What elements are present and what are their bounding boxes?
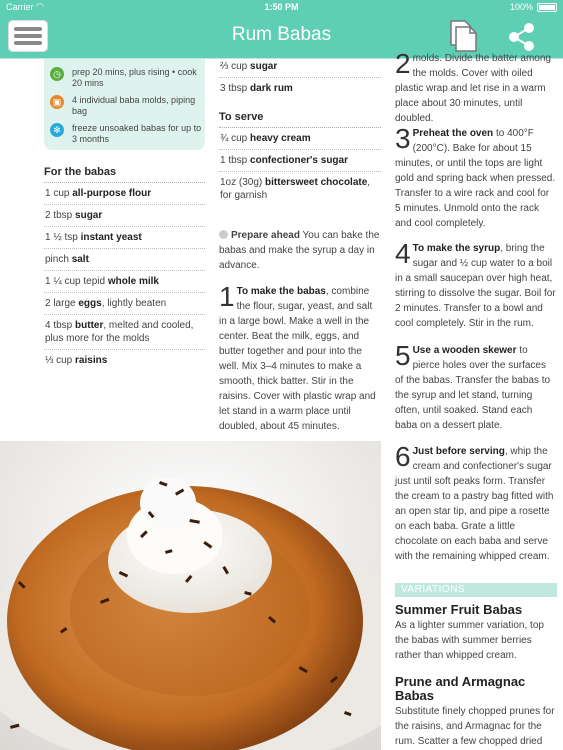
step-lead: Preheat the oven	[412, 128, 494, 139]
copy-button[interactable]	[445, 18, 479, 54]
babas-ingredients	[44, 166, 205, 371]
info-freeze-text: freeze unsoaked babas for up to 3 months	[72, 123, 202, 144]
carrier-label: Carrier	[6, 2, 34, 12]
battery-label: 100%	[509, 2, 533, 12]
step-lead: To make the syrup	[412, 243, 501, 254]
step-number: 6	[395, 441, 411, 472]
info-time-text: prep 20 mins, plus rising • cook 20 mins	[72, 67, 197, 88]
step-text: to pierce holes over the surfaces of the babas. Transfer the babas to the syrup and let stand, turning often, until soaked. Stand each baba on a dessert plate.	[395, 345, 551, 431]
step-4	[395, 238, 557, 331]
clock-label: 1:50 PM	[264, 2, 299, 12]
ingredient-item: 3 tbsp dark rum	[220, 83, 293, 94]
step-lead: Just before serving	[412, 446, 505, 457]
share-button[interactable]	[505, 21, 539, 53]
syrup-and-serve-ingredients	[219, 59, 381, 206]
battery-icon	[537, 3, 557, 12]
ingredient-item: 2 large eggs, lightly beaten	[44, 293, 205, 315]
step-lead: To make the babas	[236, 286, 326, 297]
share-icon	[505, 21, 539, 53]
ingredient-item: 2 tbsp sugar	[44, 205, 205, 227]
step-1	[219, 281, 381, 434]
info-equipment-text: 4 individual baba molds, piping bag	[72, 95, 196, 116]
ingredient-item: ¾ cup heavy cream	[219, 128, 381, 150]
note-bullet-icon	[219, 230, 228, 239]
step-text: , combine the flour, sugar, yeast, and salt in a large bowl. Make a well in the center. Beat the milk, eggs, and butter together and pour into the well. Mix 3–4 minutes to make a smooth, thick batter. Stir in the raisins. Cover with plastic wrap and let stand in a warm place until doubled, about 45 minutes.	[219, 286, 376, 432]
snowflake-icon: ✻	[50, 123, 64, 137]
step-number: 2	[395, 48, 411, 79]
cookware-icon: ▣	[50, 95, 64, 109]
ingredient-item: ⅔ cup sugar	[219, 59, 381, 78]
variation-title: Prune and Armagnac Babas	[395, 674, 526, 703]
serve-section-title: To serve	[219, 111, 381, 128]
step-lead: Use a wooden skewer	[412, 345, 517, 356]
step-number: 3	[395, 123, 411, 154]
step-number: 1	[219, 281, 235, 312]
variation-text: As a lighter summer variation, top the babas with summer berries rather than whipped cream.	[395, 620, 544, 661]
ingredient-item: pinch salt	[44, 249, 205, 271]
ingredient-item: 1 ¼ cup tepid whole milk	[44, 271, 205, 293]
step-5	[395, 340, 557, 433]
step-text: to 400°F (200°C). Bake for about 15 minutes, or until the tops are light gold and spring back when pressed. Transfer to a wire rack and cool for 5 minutes. Unmold onto the rack and cool completely.	[395, 128, 556, 229]
page-title: Rum Babas	[231, 24, 332, 45]
status-bar	[0, 0, 563, 15]
variations-header: VARIATIONS	[395, 583, 557, 597]
recipe-info-box	[44, 59, 205, 150]
step-2	[395, 48, 557, 126]
step-6	[395, 441, 557, 564]
ingredient-item: 4 tbsp butter, melted and cooled, plus more for the molds	[44, 315, 205, 350]
ingredient-item: 1 tbsp confectioner's sugar	[219, 150, 381, 172]
ingredient-item: 1 ½ tsp instant yeast	[44, 227, 205, 249]
step-number: 4	[395, 238, 411, 269]
step-number: 5	[395, 340, 411, 371]
rum-baba-photo	[0, 441, 381, 750]
variation-text: Substitute finely chopped prunes for the raisins, and Armagnac for the rum. Scatter a few chopped dried	[395, 706, 555, 747]
prepare-ahead-note	[219, 228, 381, 273]
babas-section-title: For the babas	[44, 166, 205, 183]
clock-icon: ◷	[50, 67, 64, 81]
prepare-ahead-label: Prepare ahead	[231, 230, 300, 241]
ingredient-item: 1oz (30g) bittersweet chocolate, for garnish	[220, 177, 371, 201]
step-text: , whip the cream and confectioner's sugar just until soft peaks form. Transfer the cream to a pastry bag fitted with an open star tip, and pipe a rosette on each baba. Grate a little chocolate on each baba and serve with the remaining whipped cream.	[395, 446, 554, 562]
wifi-icon: ◠	[36, 1, 44, 11]
variation-title: Summer Fruit Babas	[395, 602, 523, 617]
copy-icon	[445, 18, 479, 54]
step-text: molds. Divide the batter among the molds. Cover with oiled plastic wrap and let rise in a warm place about 30 minutes, until doubled.	[395, 53, 551, 124]
prepare-ahead-text: You can bake the babas and make the syrup a day in advance.	[219, 230, 380, 271]
step-text: , bring the sugar and ½ cup water to a boil in a small saucepan over high heat, stirring to dissolve the sugar. Boil for 2 minutes. Transfer to a bowl and cool completely. Stir in the rum.	[395, 243, 556, 329]
ingredient-item: ⅓ cup raisins	[45, 355, 108, 366]
step-3	[395, 123, 557, 231]
ingredient-item: 1 cup all-purpose flour	[44, 183, 205, 205]
